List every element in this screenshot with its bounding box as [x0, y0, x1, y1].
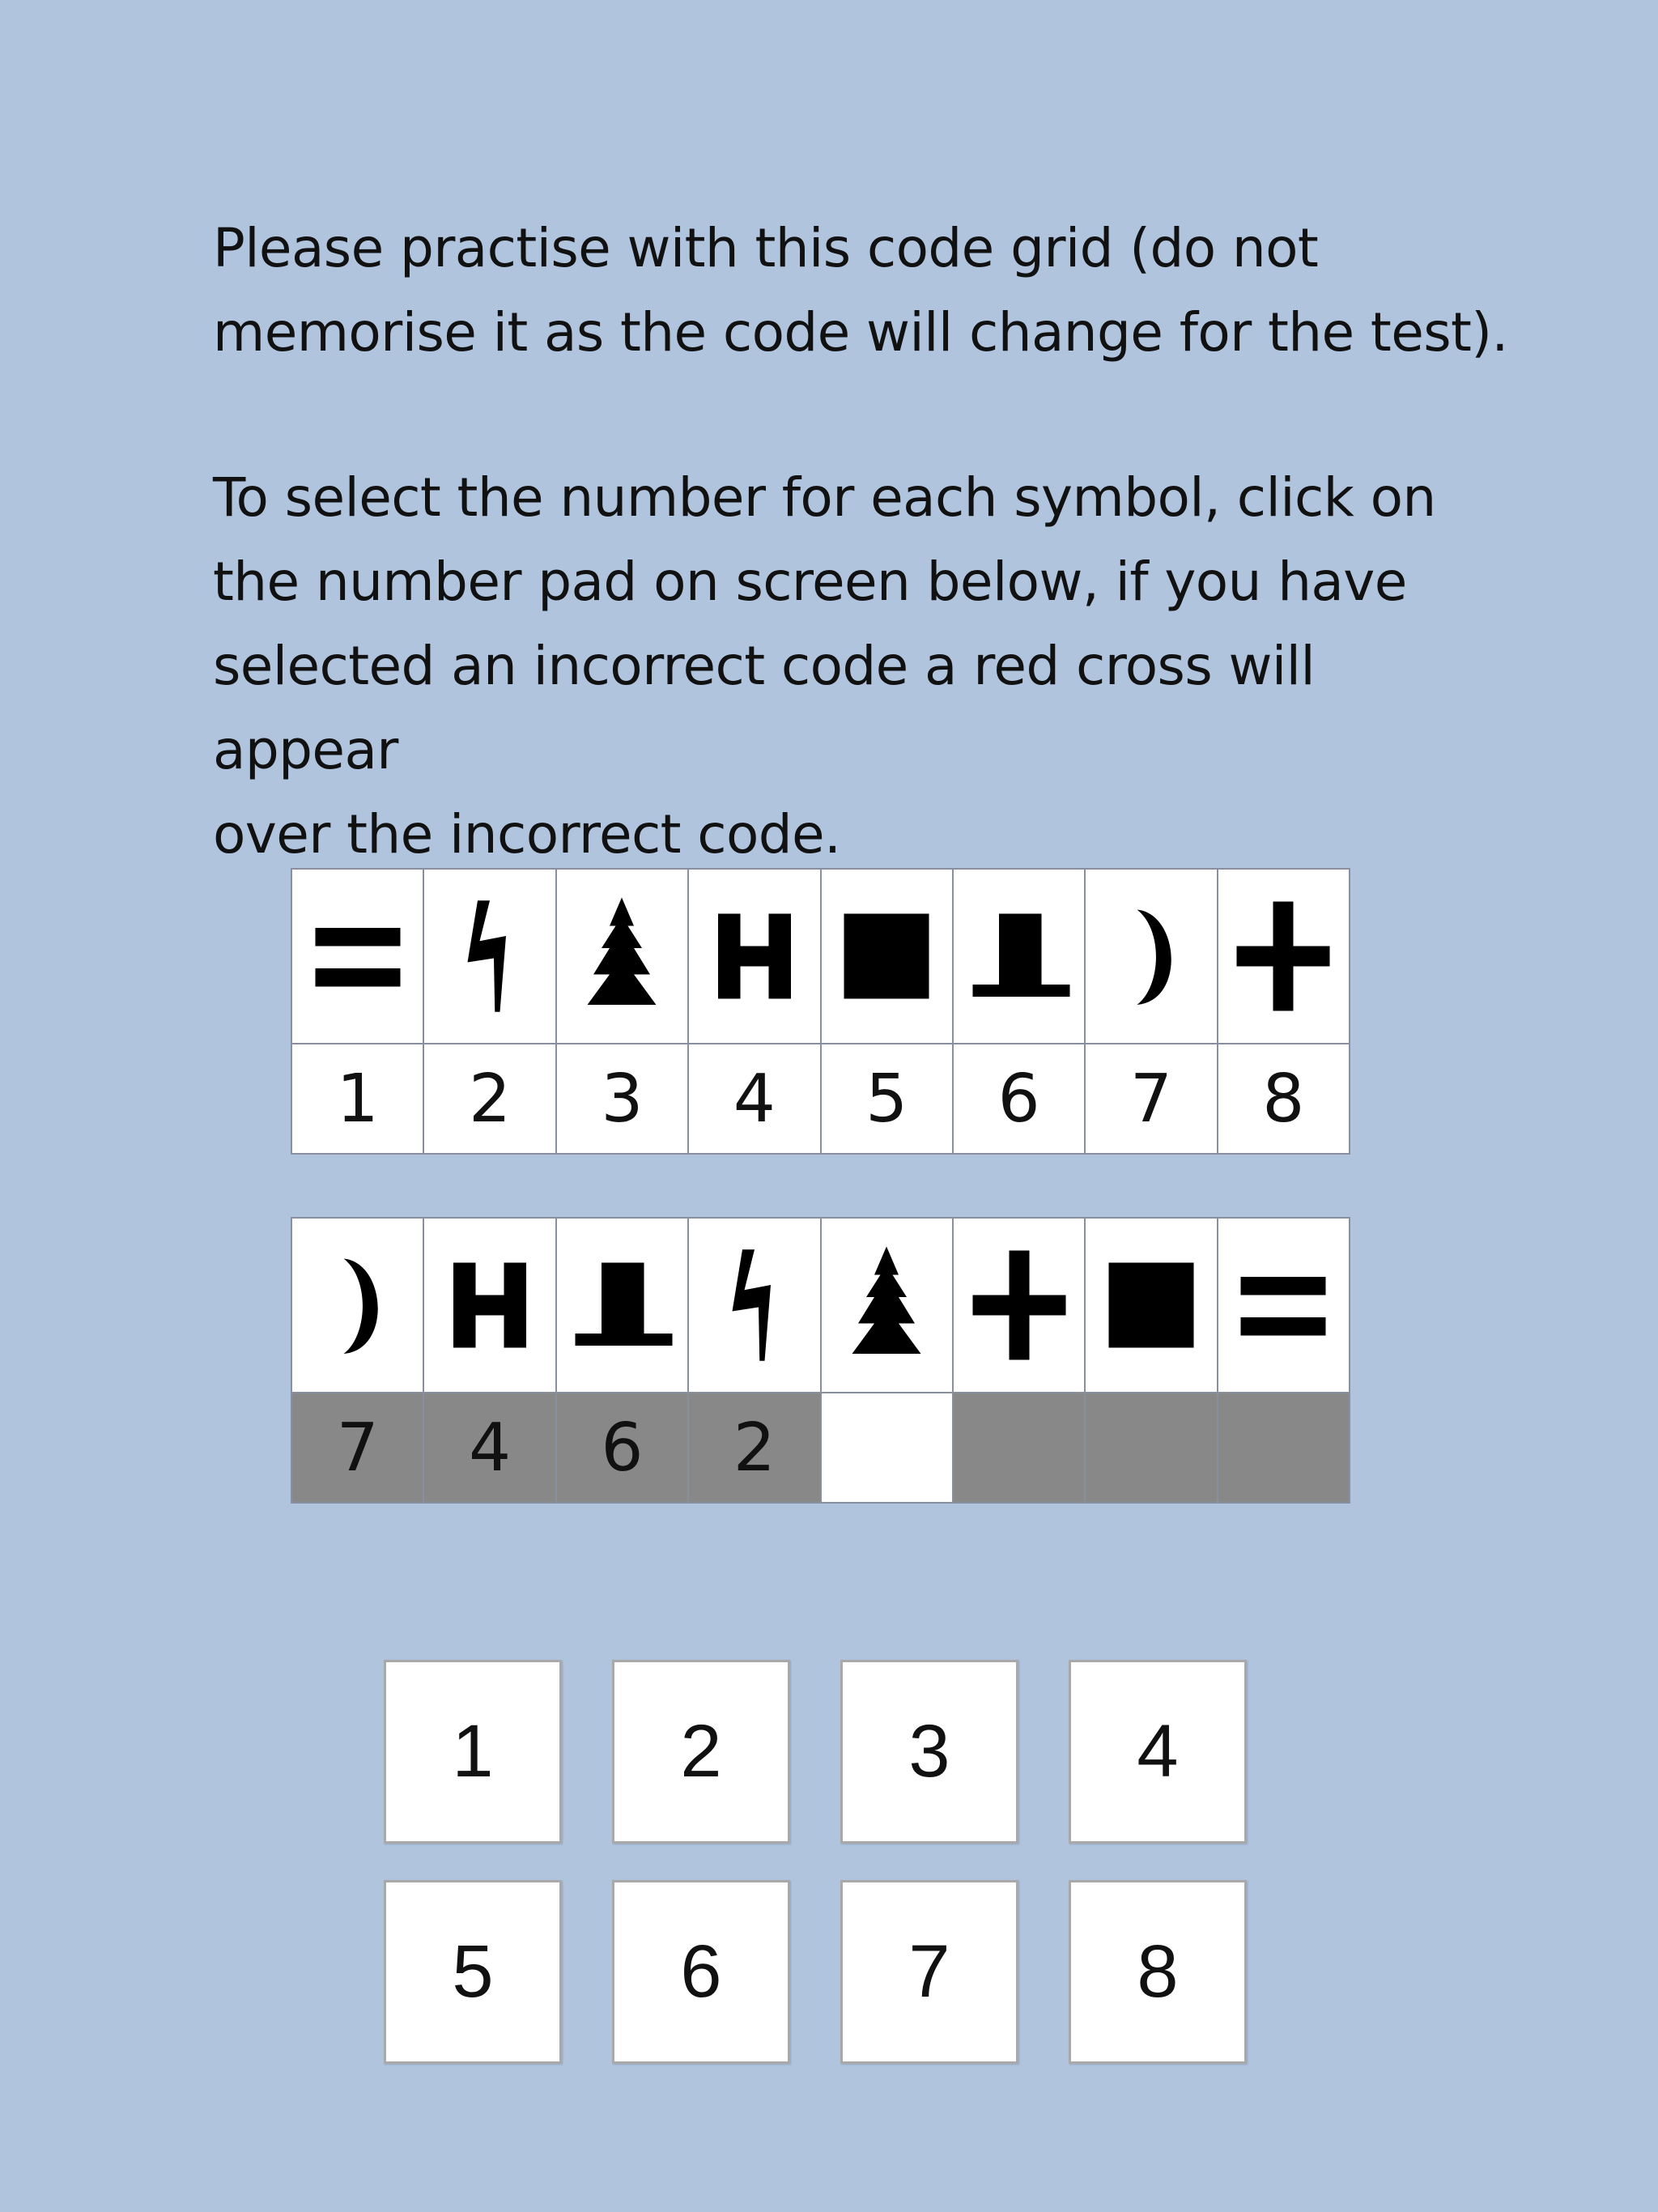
- key-number-cell: 2: [423, 1043, 556, 1155]
- lightning-icon: [423, 868, 556, 1044]
- answer-cell: [1217, 1392, 1350, 1504]
- equals-bars-icon: [291, 868, 424, 1044]
- crescent-icon: [291, 1217, 424, 1393]
- instructions-line: selected an incorrect code a red cross will appear: [213, 635, 1316, 781]
- key-number-cell: 5: [820, 1043, 954, 1155]
- equals-bars-icon: [1217, 1217, 1350, 1393]
- keypad-button-4[interactable]: 4: [1069, 1660, 1247, 1844]
- tree-icon: [820, 1217, 954, 1393]
- key-number-cell: 3: [555, 1043, 689, 1155]
- plus-icon: [1217, 868, 1350, 1044]
- test-answer-row: [291, 1393, 1350, 1504]
- key-symbol-row: [291, 868, 1350, 1044]
- number-pad: [384, 1660, 1247, 2064]
- key-number-cell: 1: [291, 1043, 424, 1155]
- keypad-button-8[interactable]: 8: [1069, 1880, 1247, 2064]
- top-hat-icon: [952, 868, 1086, 1044]
- crescent-icon: [1084, 868, 1218, 1044]
- answer-cell: 7: [291, 1392, 424, 1504]
- keypad-button-3[interactable]: 3: [840, 1660, 1018, 1844]
- instructions: [213, 206, 1508, 877]
- h-shape-icon: [687, 868, 821, 1044]
- square-icon: [820, 868, 954, 1044]
- instructions-paragraph-2: [213, 456, 1508, 877]
- tree-icon: [555, 868, 689, 1044]
- instructions-line: To select the number for each symbol, click on: [213, 466, 1436, 529]
- instructions-line: over the incorrect code.: [213, 803, 841, 866]
- lightning-icon: [687, 1217, 821, 1393]
- instructions-paragraph-1: [213, 206, 1508, 375]
- instructions-line: Please practise with this code grid (do not: [213, 217, 1319, 279]
- test-symbol-row: [291, 1217, 1350, 1393]
- square-icon: [1084, 1217, 1218, 1393]
- answer-cell-active: [820, 1392, 954, 1504]
- answer-cell: [1084, 1392, 1218, 1504]
- key-number-cell: 4: [687, 1043, 821, 1155]
- h-shape-icon: [423, 1217, 556, 1393]
- key-number-cell: 6: [952, 1043, 1086, 1155]
- keypad-button-1[interactable]: 1: [384, 1660, 562, 1844]
- key-number-cell: 8: [1217, 1043, 1350, 1155]
- answer-cell: 2: [687, 1392, 821, 1504]
- keypad-button-7[interactable]: 7: [840, 1880, 1018, 2064]
- plus-icon: [952, 1217, 1086, 1393]
- instructions-line: the number pad on screen below, if you have: [213, 551, 1407, 613]
- key-number-cell: 7: [1084, 1043, 1218, 1155]
- keypad-button-5[interactable]: 5: [384, 1880, 562, 2064]
- answer-cell: 4: [423, 1392, 556, 1504]
- answer-cell: [952, 1392, 1086, 1504]
- code-key-grid: [291, 868, 1350, 1155]
- keypad-button-6[interactable]: 6: [612, 1880, 790, 2064]
- test-grid: [291, 1217, 1350, 1504]
- instructions-line: memorise it as the code will change for the test).: [213, 301, 1508, 364]
- answer-cell: 6: [555, 1392, 689, 1504]
- top-hat-icon: [555, 1217, 689, 1393]
- key-number-row: [291, 1044, 1350, 1155]
- keypad-button-2[interactable]: 2: [612, 1660, 790, 1844]
